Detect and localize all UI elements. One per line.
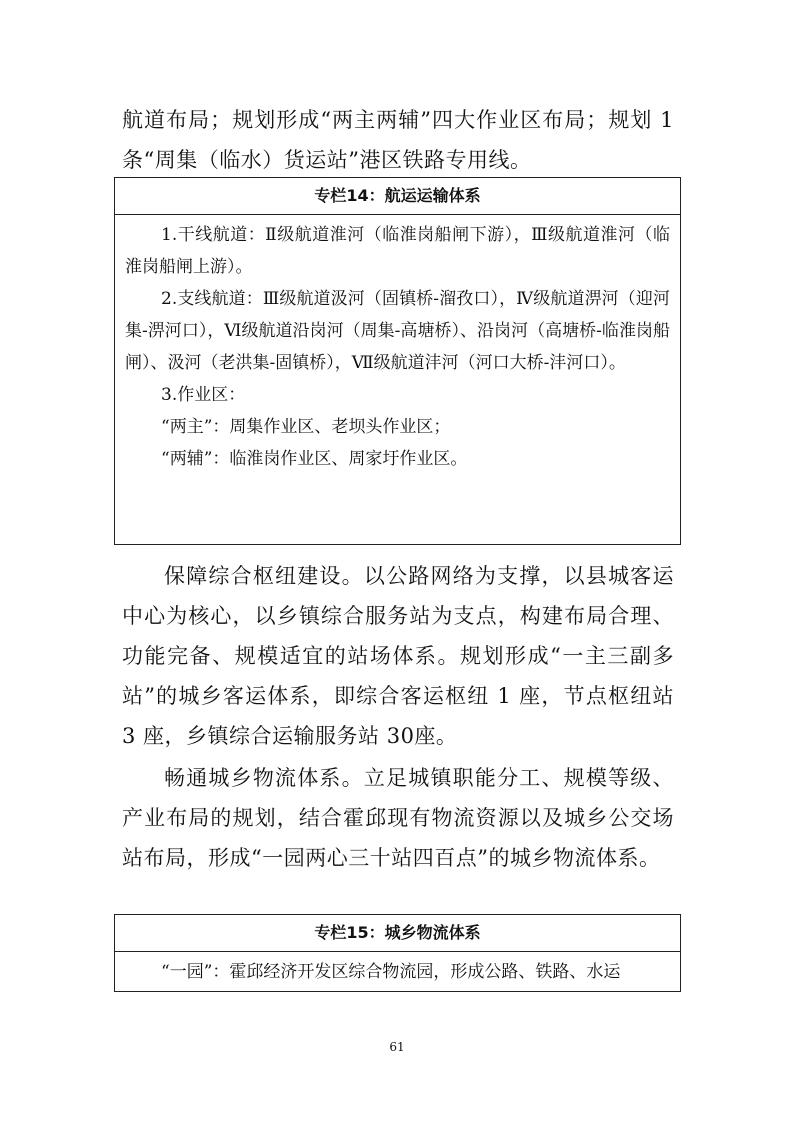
- logistics-paragraph: 畅通城乡物流体系。立足城镇职能分工、规模等级、产业布局的规划，结合霍邱现有物流资源以及城乡公交场站布局，形成“一园两心三十站四百点”的城乡物流体系。: [122, 766, 674, 870]
- column-box-14-title: 专栏14：航运运输体系: [115, 178, 680, 215]
- hub-paragraph: 保障综合枢纽建设。以公路网络为支撑，以县城客运中心为核心，以乡镇综合服务站为支点，构建布局合理、功能完备、规模适宜的站场体系。规划形成“一主三副多站”的城乡客运体系，即综合客运枢纽 1 座，节点枢纽站 3 座，乡镇综合运输服务站 30座。: [122, 564, 674, 748]
- one-park-line: “一园”：霍邱经济开发区综合物流园，形成公路、铁路、水运: [161, 962, 621, 982]
- trunk-waterway-line: 1.干线航道：Ⅱ级航道淮河（临淮岗船闸下游），Ⅲ级航道淮河（临淮岗船闸上游）。: [125, 225, 670, 277]
- column-box-15-title: 专栏15：城乡物流体系: [115, 915, 680, 952]
- column-box-14-body: [115, 215, 680, 481]
- two-main-areas-line: “两主”：周集作业区、老坝头作业区；: [161, 417, 451, 437]
- page-number: 61: [389, 1040, 405, 1054]
- intro-paragraph: 航道布局；规划形成“两主两辅”四大作业区布局；规划 1 条“周集（临水）货运站”港区铁路专用线。: [122, 108, 674, 172]
- operation-area-heading: 3.作业区：: [161, 385, 246, 405]
- column-box-14: [114, 177, 681, 545]
- two-auxiliary-areas-line: “两辅”：临淮岗作业区、周家圩作业区。: [161, 449, 468, 469]
- column-box-15: [114, 914, 681, 992]
- column-box-15-body: [115, 952, 680, 994]
- branch-waterway-line: 2.支线航道：Ⅲ级航道汲河（固镇桥-溜孜口），Ⅳ级航道淠河（迎河集-淠河口），Ⅵ级航道沿岗河（周集-高塘桥）、沿岗河（高塘桥-临淮岗船闸）、汲河（老洪集-固镇桥），Ⅶ级航道沣河（河口大桥-沣河口）。: [125, 289, 670, 373]
